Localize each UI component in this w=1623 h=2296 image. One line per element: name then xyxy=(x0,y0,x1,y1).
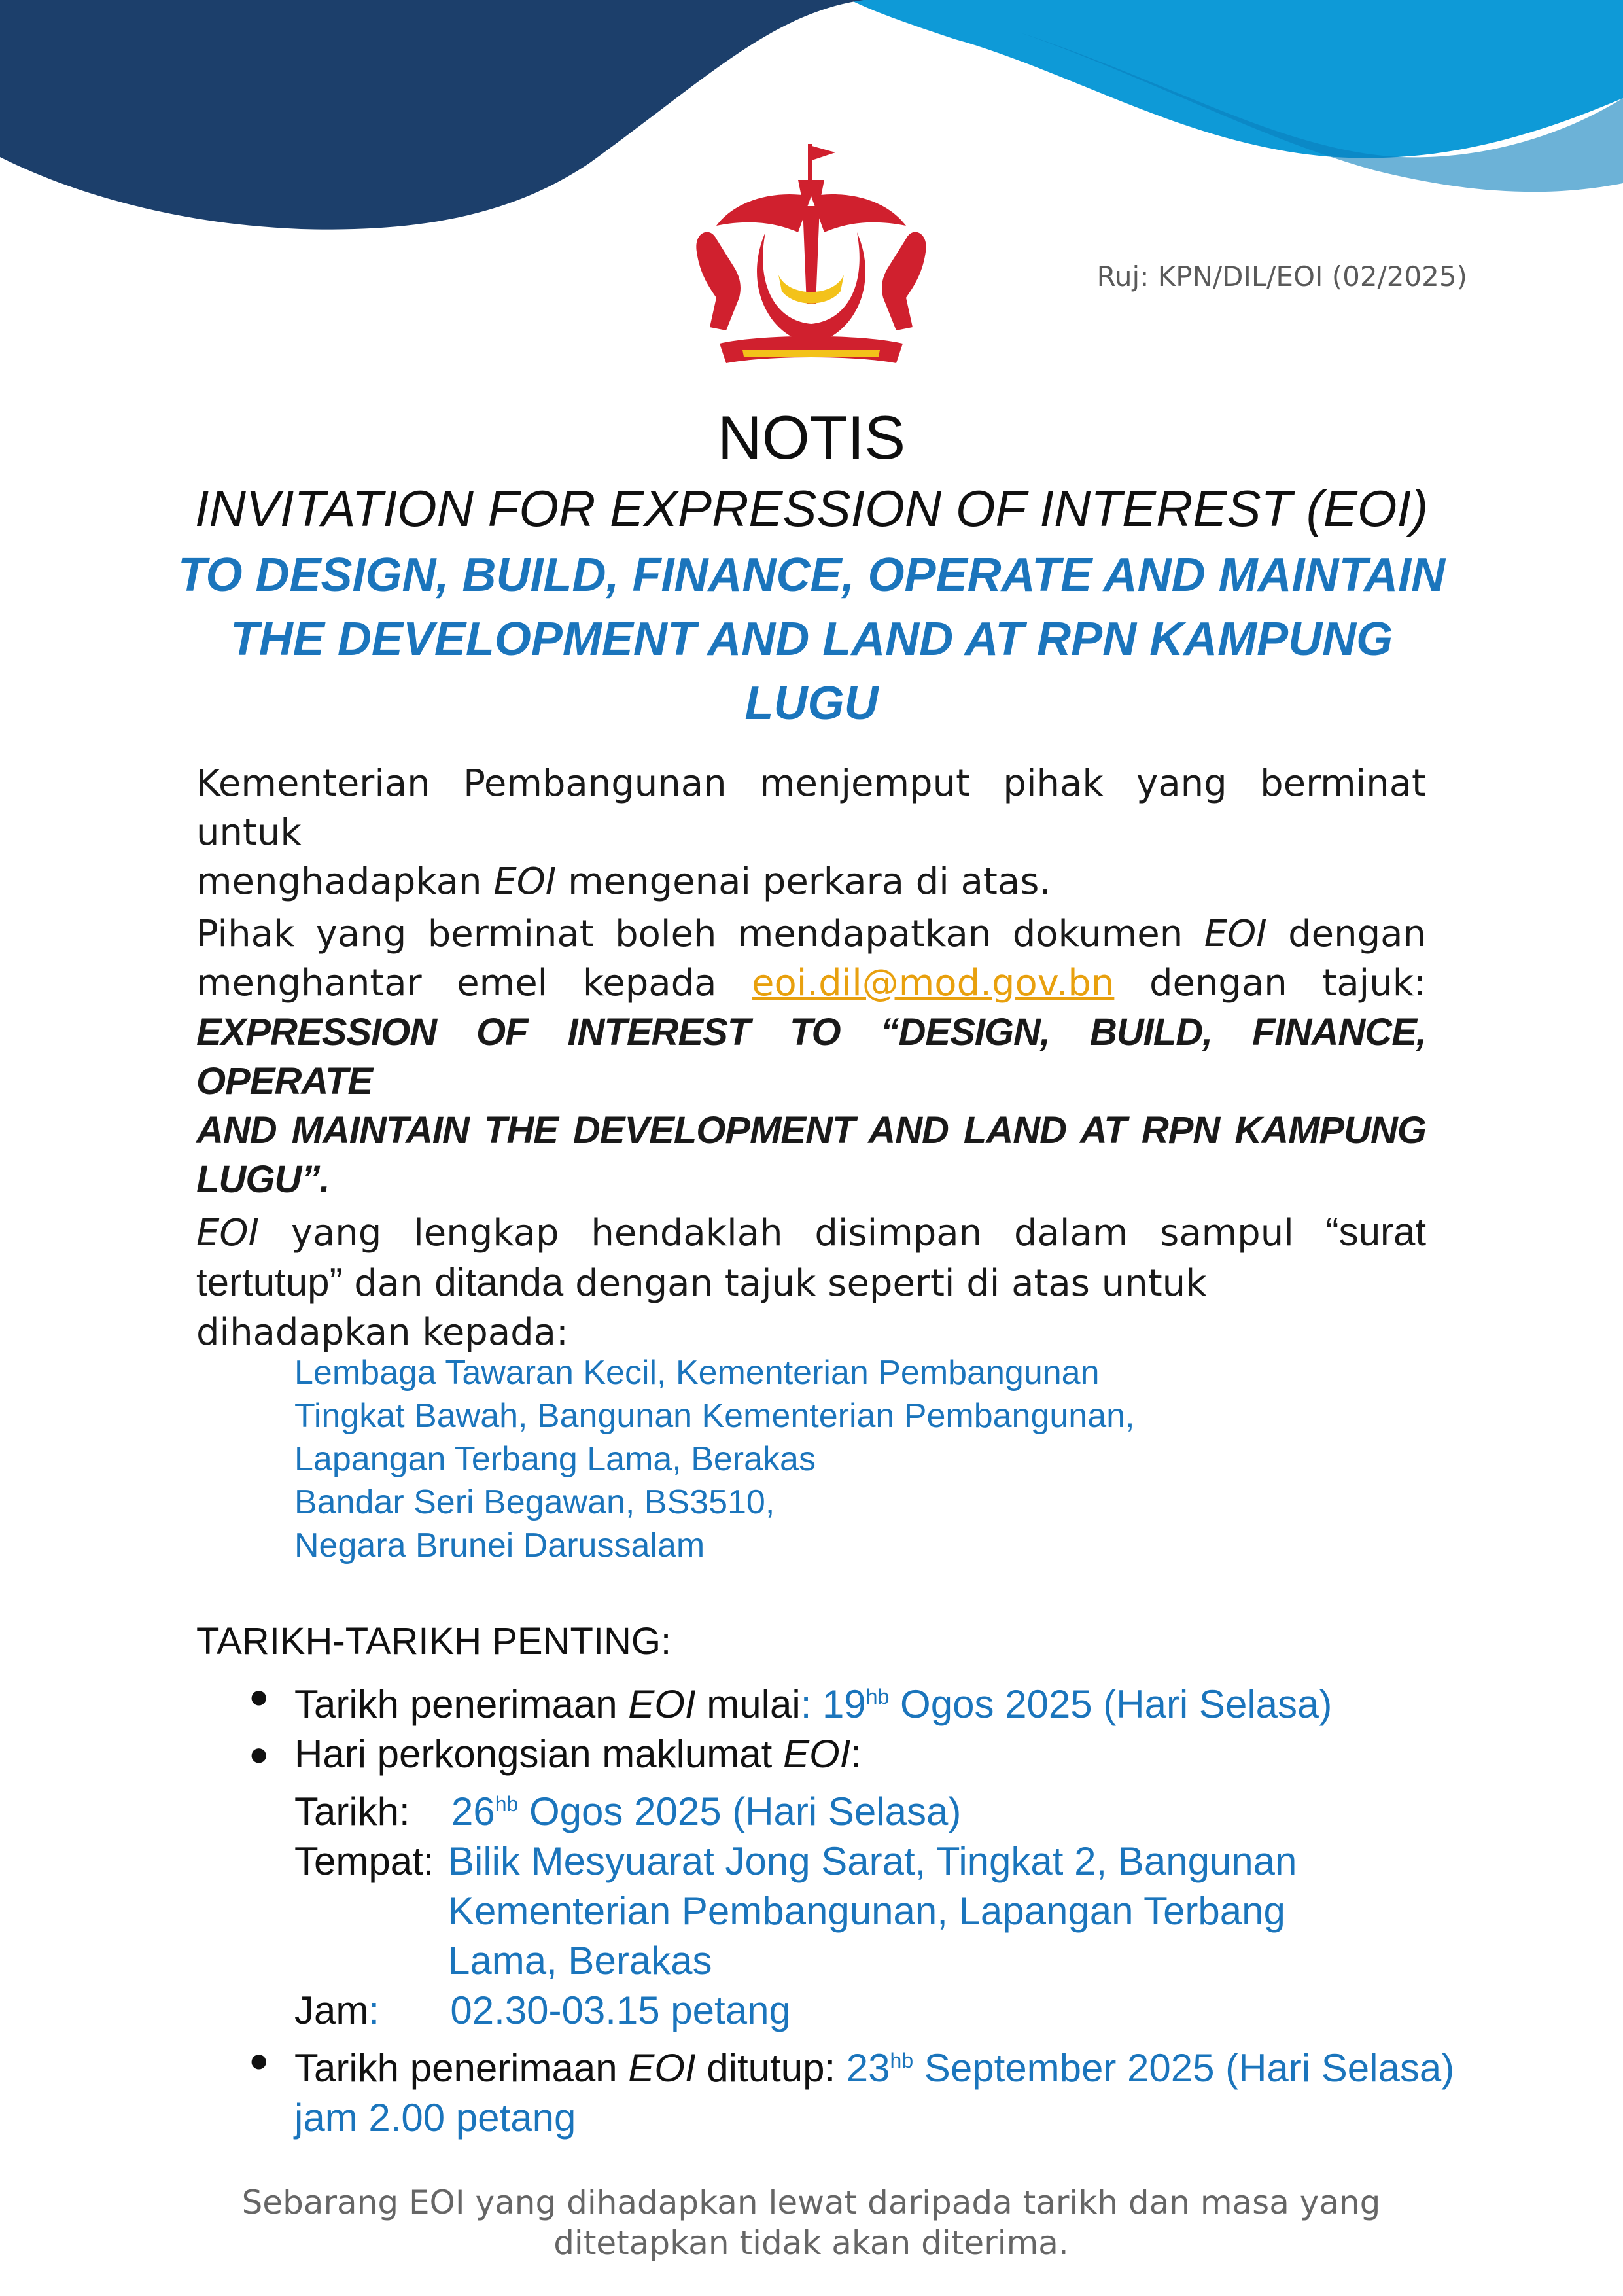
bullet-icon: ● xyxy=(249,1735,270,1773)
late-submission-notice xyxy=(196,2182,1426,2263)
page-title: NOTIS xyxy=(717,403,906,472)
email-subject-line: EXPRESSION OF INTEREST TO “DESIGN, BUILD, FINANCE, OPERATE xyxy=(196,1011,1426,1103)
email-link[interactable]: eoi.dil@mod.gov.bn xyxy=(752,962,1115,1004)
paragraph-line: dihadapkan kepada: xyxy=(196,1311,568,1354)
paragraph-line: menghantar emel kepada eoi.dil@mod.gov.bn dengan tajuk: xyxy=(196,962,1426,1004)
project-title-line: TO DESIGN, BUILD, FINANCE, OPERATE AND MAINTAIN xyxy=(177,549,1446,601)
footer-line: ditetapkan tidak akan diterima. xyxy=(553,2224,1069,2262)
paragraph-submission xyxy=(196,1207,1426,1357)
submission-address xyxy=(294,1351,1341,1567)
reference-number: Ruj: KPN/DIL/EOI (02/2025) xyxy=(1096,260,1467,292)
important-dates-list xyxy=(196,1672,1570,2143)
paragraph-line: menghadapkan EOI mengenai perkara di atas. xyxy=(196,860,1051,903)
briefing-time: Jam: 02.30-03.15 petang xyxy=(294,1988,791,2032)
email-subject-line: AND MAINTAIN THE DEVELOPMENT AND LAND AT RPN KAMPUNG xyxy=(196,1109,1426,1152)
brunei-crest-emblem xyxy=(664,134,958,376)
paragraph-invitation xyxy=(196,759,1426,906)
address-line: Negara Brunei Darussalam xyxy=(294,1527,705,1564)
address-line: Bandar Seri Begawan, BS3510, xyxy=(294,1483,775,1521)
briefing-venue-line: Kementerian Pembangunan, Lapangan Terbang xyxy=(448,1889,1285,1933)
paragraph-text: EOI yang lengkap hendaklah disimpan dalam sampul “surat tertutup” dan ditanda dengan tajuk seperti di atas untuk xyxy=(196,1210,1426,1305)
date-item-briefing: ● Hari perkongsian maklumat EOI: xyxy=(196,1729,1570,1779)
notice-subtitle: INVITATION FOR EXPRESSION OF INTEREST (EOI) xyxy=(194,480,1429,537)
project-title-line: LUGU xyxy=(744,677,879,730)
important-dates-heading: TARIKH-TARIKH PENTING: xyxy=(196,1620,672,1663)
briefing-venue-line: Lama, Berakas xyxy=(448,1939,712,1983)
briefing-venue: Tempat: Bilik Mesyuarat Jong Sarat, Tingkat 2, Bangunan xyxy=(294,1839,1297,1883)
footer-line: Sebarang EOI yang dihadapkan lewat daripada tarikh dan masa yang xyxy=(241,2183,1381,2221)
date-item-close: ● Tarikh penerimaan EOI ditutup: $23^{hb}$ September 2025 (Hari Selasa) xyxy=(196,2036,1570,2093)
project-title-line: THE DEVELOPMENT AND LAND AT RPN KAMPUNG xyxy=(230,613,1393,665)
date-item-open: ● Tarikh penerimaan EOI mulai: $19^{hb}$ Ogos 2025 (Hari Selasa) xyxy=(196,1672,1570,1729)
bullet-icon: ● xyxy=(249,2041,270,2079)
paragraph-line: Pihak yang berminat boleh mendapatkan dokumen EOI dengan xyxy=(196,913,1426,955)
address-line: Lembaga Tawaran Kecil, Kementerian Pembangunan xyxy=(294,1354,1100,1392)
email-subject-line: LUGU”. xyxy=(196,1158,330,1201)
project-title xyxy=(164,543,1459,735)
paragraph-line: Kementerian Pembangunan menjemput pihak yang berminat untuk xyxy=(196,762,1426,854)
address-line: Lapangan Terbang Lama, Berakas xyxy=(294,1440,816,1478)
close-time: jam 2.00 petang xyxy=(294,2096,576,2140)
address-line: Tingkat Bawah, Bangunan Kementerian Pembangunan, xyxy=(294,1397,1135,1435)
briefing-date: Tarikh: $26^{hb}$ Ogos 2025 (Hari Selasa) xyxy=(294,1790,962,1833)
bullet-icon: ● xyxy=(249,1678,270,1716)
paragraph-document-request xyxy=(196,910,1426,1204)
